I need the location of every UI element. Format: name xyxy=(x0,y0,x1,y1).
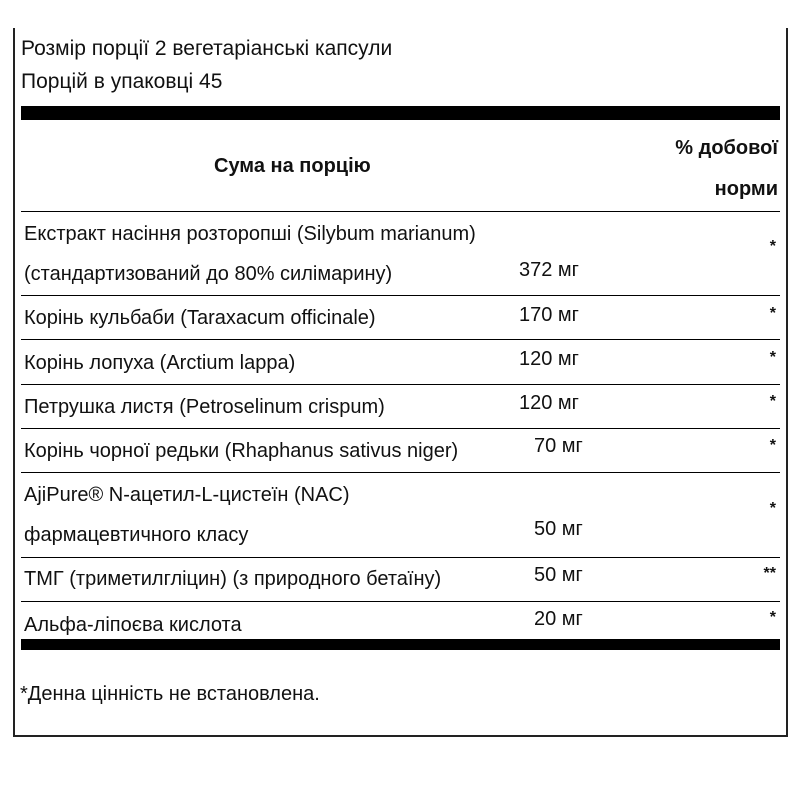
ingredient-amount: 50 мг xyxy=(534,564,583,586)
daily-value-mark: ** xyxy=(763,565,776,582)
thick-divider-top xyxy=(21,106,780,120)
ingredient-name: Екстракт насіння розторопші (Silybum marianum) xyxy=(24,223,476,245)
ingredient-name-cont: фармацевтичного класу xyxy=(24,524,249,546)
row-divider xyxy=(21,211,780,212)
daily-value-header-line2: норми xyxy=(714,178,778,200)
row-divider xyxy=(21,601,780,602)
daily-value-mark: * xyxy=(769,349,776,366)
daily-value-mark: * xyxy=(769,238,776,255)
ingredient-amount: 372 мг xyxy=(519,259,579,281)
daily-value-mark: * xyxy=(769,305,776,322)
daily-value-mark: * xyxy=(769,437,776,454)
row-divider xyxy=(21,472,780,473)
ingredient-name: Альфа-ліпоєва кислота xyxy=(24,614,242,636)
amount-per-serving-header: Сума на порцію xyxy=(214,155,371,177)
row-divider xyxy=(21,384,780,385)
daily-value-mark: * xyxy=(769,500,776,517)
row-divider xyxy=(21,557,780,558)
servings-per-container: Порцій в упаковці 45 xyxy=(21,70,223,93)
serving-size: Розмір порції 2 вегетаріанські капсули xyxy=(21,37,393,60)
daily-value-mark: * xyxy=(769,393,776,410)
ingredient-amount: 50 мг xyxy=(534,518,583,540)
ingredient-name-cont: (стандартизований до 80% силімарину) xyxy=(24,263,393,285)
ingredient-name: Петрушка листя (Petroselinum crispum) xyxy=(24,396,385,418)
thick-divider-bottom xyxy=(21,639,780,650)
footnote: *Денна цінність не встановлена. xyxy=(20,683,320,705)
daily-value-mark: * xyxy=(769,609,776,626)
ingredient-name: AjiPure® N-ацетил-L-цистеїн (NAC) xyxy=(24,484,350,506)
ingredient-name: Корінь лопуха (Arctium lappa) xyxy=(24,352,296,374)
row-divider xyxy=(21,428,780,429)
row-divider xyxy=(21,295,780,296)
ingredient-amount: 120 мг xyxy=(519,392,579,414)
ingredient-amount: 170 мг xyxy=(519,304,579,326)
ingredient-name: ТМГ (триметилгліцин) (з природного бетаїну) xyxy=(24,568,442,590)
row-divider xyxy=(21,339,780,340)
ingredient-amount: 70 мг xyxy=(534,435,583,457)
daily-value-header-line1: % добової xyxy=(675,137,778,159)
ingredient-name: Корінь чорної редьки (Rhaphanus sativus niger) xyxy=(24,440,459,462)
ingredient-amount: 20 мг xyxy=(534,608,583,630)
ingredient-amount: 120 мг xyxy=(519,348,579,370)
ingredient-name: Корінь кульбаби (Taraxacum officinale) xyxy=(24,307,376,329)
